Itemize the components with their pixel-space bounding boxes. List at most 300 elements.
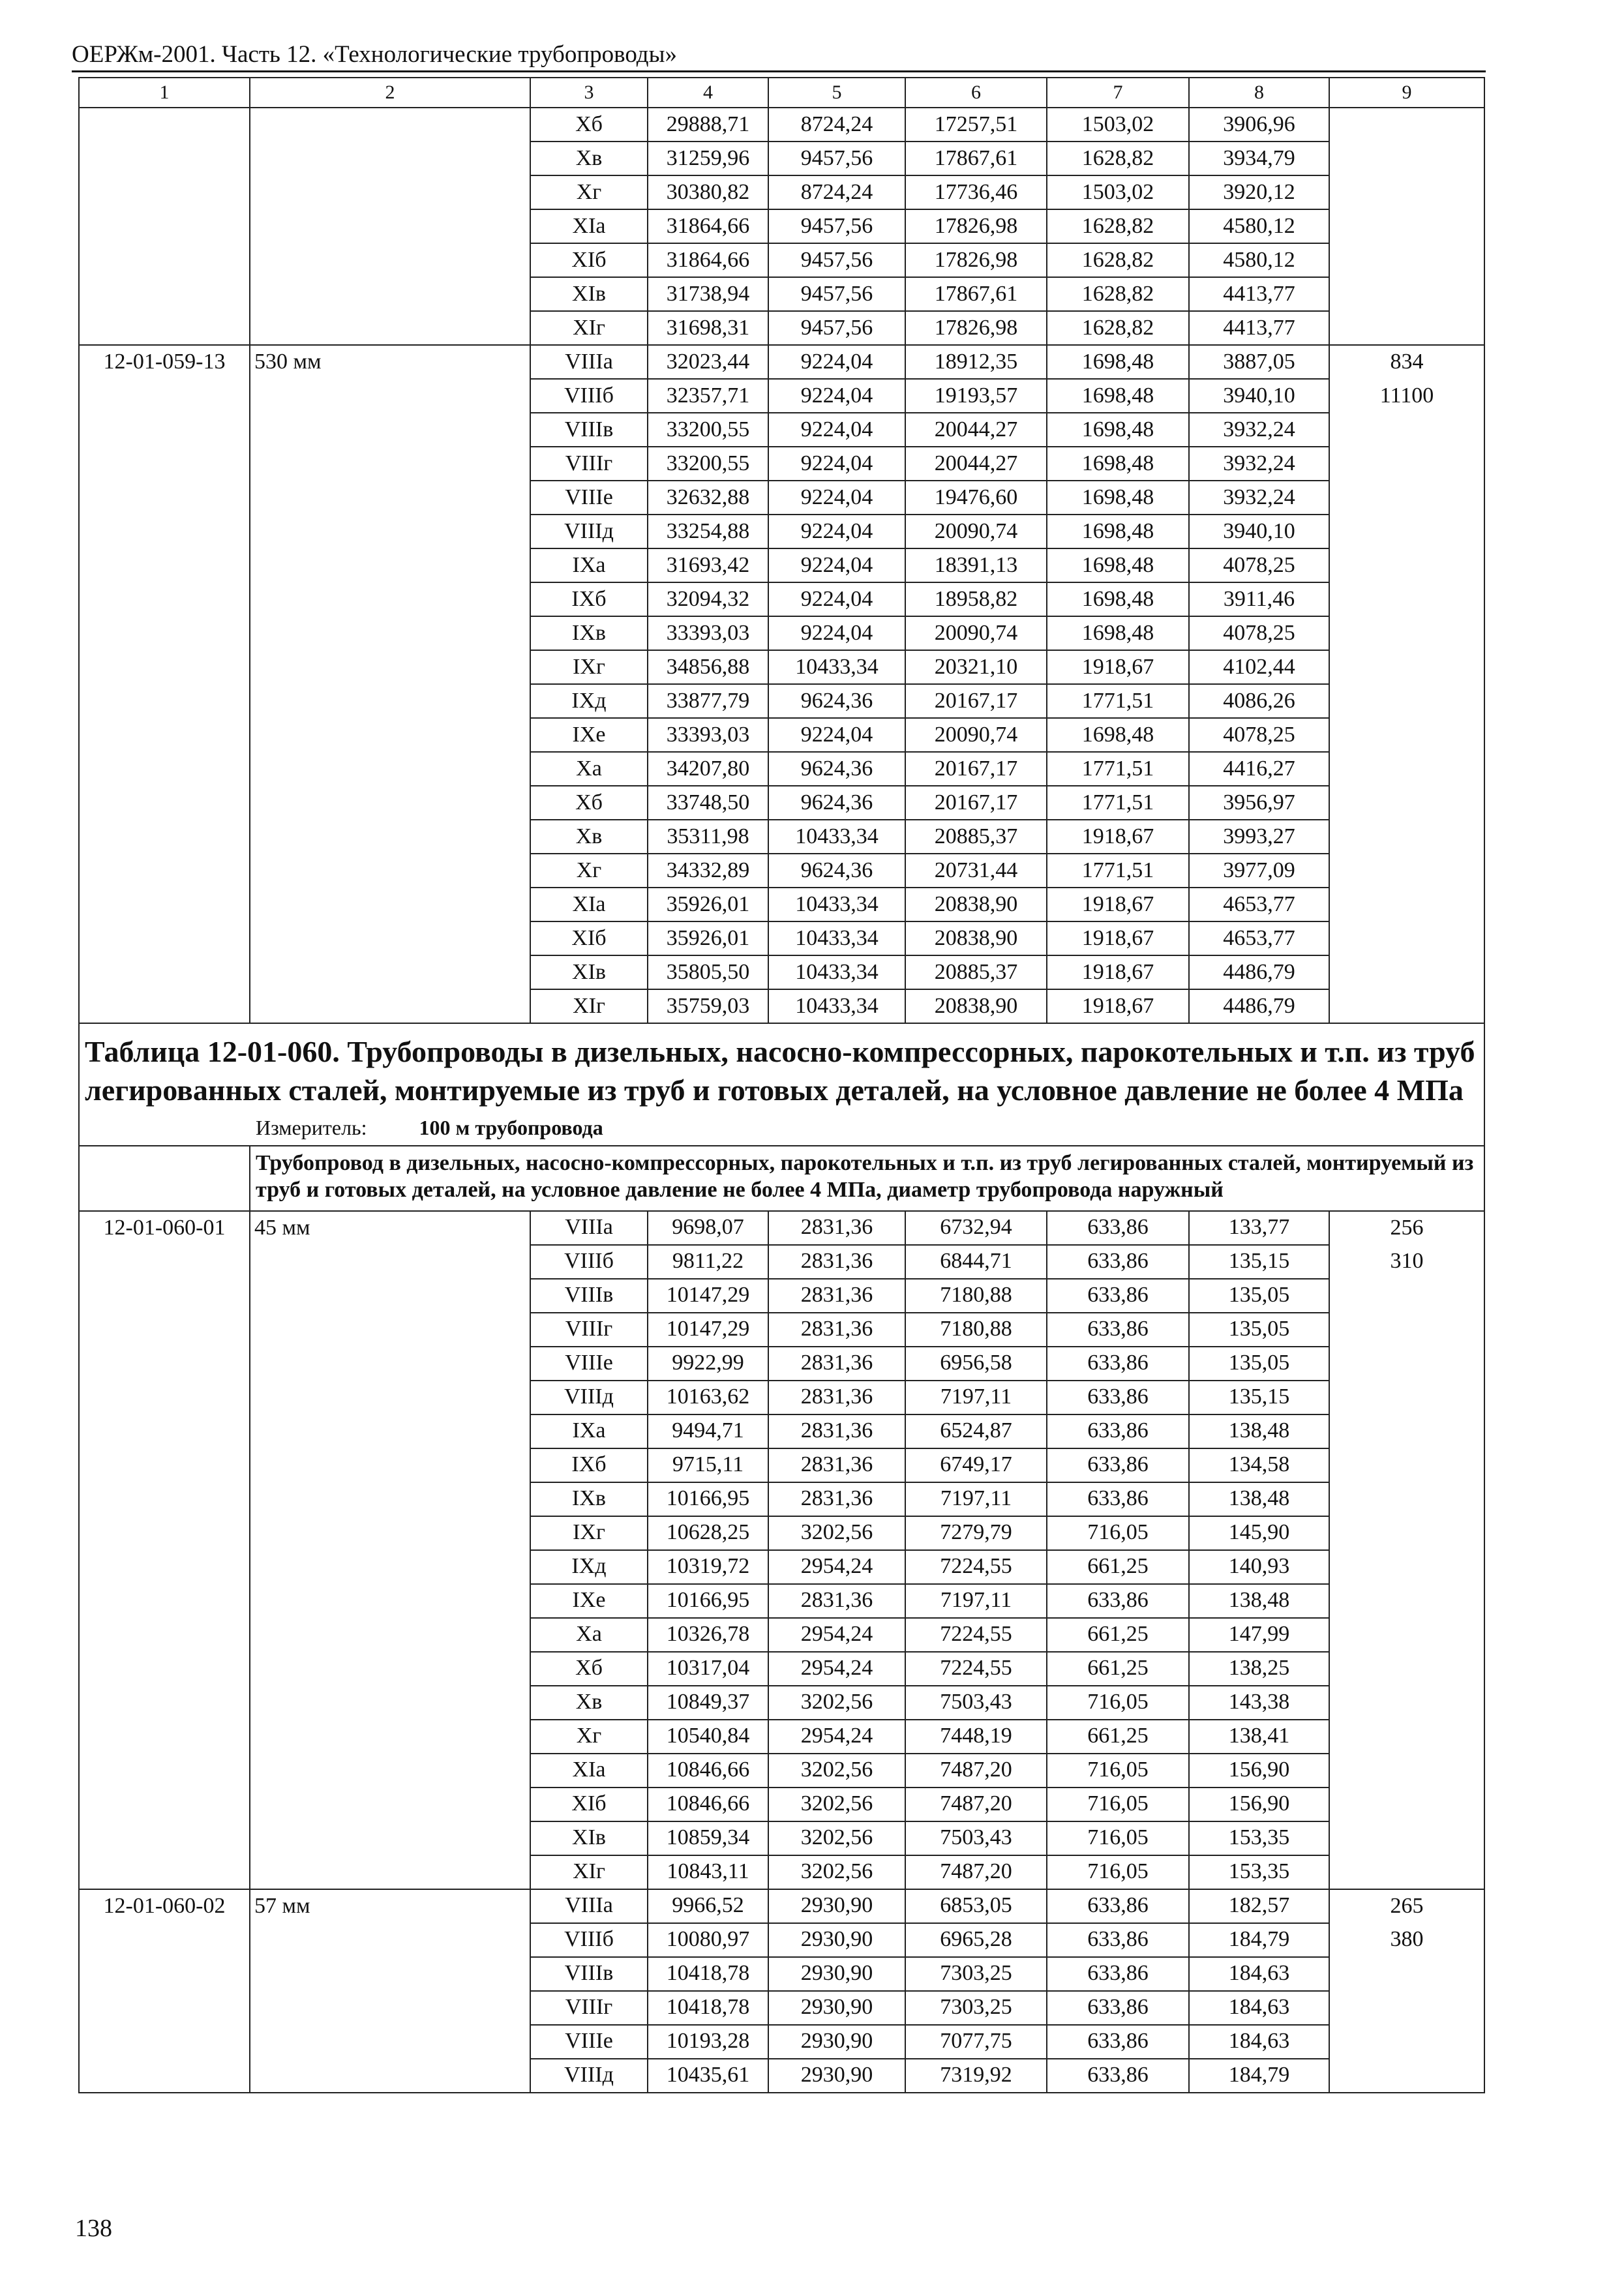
diameter-cell [250, 413, 530, 447]
meter-value: 100 м трубопровода [419, 1115, 603, 1139]
resource-value [1329, 1754, 1484, 1788]
price-value: 9494,71 [648, 1414, 768, 1448]
diameter-cell [250, 1720, 530, 1754]
code-cell [79, 1347, 250, 1381]
code-cell [79, 1448, 250, 1482]
diameter-cell [250, 616, 530, 650]
price-value: 4580,12 [1189, 209, 1329, 243]
table-row [79, 243, 1484, 277]
resource-value [1329, 888, 1484, 921]
price-value: 1628,82 [1047, 142, 1189, 175]
table-row [79, 650, 1484, 684]
code-cell [79, 1381, 250, 1414]
price-value: 31738,94 [648, 277, 768, 311]
price-value: 20885,37 [905, 955, 1047, 989]
price-value: 1771,51 [1047, 854, 1189, 888]
price-value: 4653,77 [1189, 921, 1329, 955]
price-value: 135,05 [1189, 1313, 1329, 1347]
price-value: 1698,48 [1047, 345, 1189, 379]
table-row [79, 1957, 1484, 1991]
description-row [79, 1146, 1484, 1211]
zone-code: ХIг [530, 1855, 648, 1889]
resource-value [1329, 582, 1484, 616]
zone-code: ХIб [530, 921, 648, 955]
price-value: 1918,67 [1047, 955, 1189, 989]
resource-value: 256 [1329, 1211, 1484, 1245]
resource-value [1329, 1618, 1484, 1652]
price-value: 184,63 [1189, 1957, 1329, 1991]
price-value: 7197,11 [905, 1482, 1047, 1516]
price-value: 9224,04 [768, 379, 905, 413]
code-cell [79, 108, 250, 142]
resource-value [1329, 1652, 1484, 1686]
price-value: 9457,56 [768, 311, 905, 345]
price-value: 19476,60 [905, 481, 1047, 515]
zone-code: ХIв [530, 277, 648, 311]
price-value: 9457,56 [768, 209, 905, 243]
resource-value [1329, 311, 1484, 345]
price-value: 3906,96 [1189, 108, 1329, 142]
price-value: 661,25 [1047, 1550, 1189, 1584]
price-value: 138,48 [1189, 1414, 1329, 1448]
price-value: 633,86 [1047, 1245, 1189, 1279]
price-value: 3977,09 [1189, 854, 1329, 888]
resource-value [1329, 989, 1484, 1023]
price-value: 716,05 [1047, 1821, 1189, 1855]
resource-value [1329, 2059, 1484, 2093]
zone-code: ХIа [530, 1754, 648, 1788]
code-cell [79, 515, 250, 548]
diameter-cell [250, 955, 530, 989]
table-row [79, 1923, 1484, 1957]
code-cell [79, 989, 250, 1023]
table-row [79, 1652, 1484, 1686]
column-number: 5 [768, 78, 905, 108]
table-row [79, 1584, 1484, 1618]
code-cell [79, 650, 250, 684]
price-value: 20321,10 [905, 650, 1047, 684]
rates-table [78, 77, 1485, 2093]
price-value: 2930,90 [768, 1889, 905, 1923]
zone-code: ХIг [530, 989, 648, 1023]
diameter-cell [250, 684, 530, 718]
price-value: 7224,55 [905, 1550, 1047, 1584]
table-row [79, 142, 1484, 175]
price-value: 9224,04 [768, 345, 905, 379]
price-value: 31693,42 [648, 548, 768, 582]
price-value: 184,63 [1189, 2025, 1329, 2059]
price-value: 633,86 [1047, 2025, 1189, 2059]
price-value: 138,48 [1189, 1482, 1329, 1516]
price-value: 2954,24 [768, 1618, 905, 1652]
price-value: 1698,48 [1047, 481, 1189, 515]
code-cell [79, 209, 250, 243]
zone-code: Хб [530, 786, 648, 820]
diameter-cell [250, 1788, 530, 1821]
diameter-cell [250, 1448, 530, 1482]
diameter-cell [250, 1821, 530, 1855]
price-value: 7197,11 [905, 1584, 1047, 1618]
price-value: 3932,24 [1189, 447, 1329, 481]
page-number: 138 [75, 2215, 112, 2242]
resource-value [1329, 752, 1484, 786]
price-value: 10418,78 [648, 1957, 768, 1991]
diameter-cell [250, 108, 530, 142]
price-value: 3911,46 [1189, 582, 1329, 616]
price-value: 20044,27 [905, 413, 1047, 447]
price-value: 20731,44 [905, 854, 1047, 888]
diameter-cell [250, 786, 530, 820]
price-value: 4086,26 [1189, 684, 1329, 718]
zone-code: Хб [530, 1652, 648, 1686]
price-value: 661,25 [1047, 1618, 1189, 1652]
price-value: 7503,43 [905, 1821, 1047, 1855]
price-value: 138,41 [1189, 1720, 1329, 1754]
price-value: 633,86 [1047, 1957, 1189, 1991]
table-row [79, 820, 1484, 854]
resource-value [1329, 447, 1484, 481]
price-value: 716,05 [1047, 1686, 1189, 1720]
resource-value [1329, 718, 1484, 752]
zone-code: IХд [530, 1550, 648, 1584]
table-row [79, 718, 1484, 752]
price-value: 2954,24 [768, 1550, 905, 1584]
price-value: 33200,55 [648, 413, 768, 447]
table-row [79, 548, 1484, 582]
price-value: 20167,17 [905, 752, 1047, 786]
price-value: 1628,82 [1047, 311, 1189, 345]
price-value: 10433,34 [768, 989, 905, 1023]
diameter-cell [250, 1652, 530, 1686]
resource-value [1329, 413, 1484, 447]
table-row [79, 515, 1484, 548]
price-value: 633,86 [1047, 1448, 1189, 1482]
price-value: 29888,71 [648, 108, 768, 142]
table-title-cell [79, 1023, 1484, 1146]
price-value: 9224,04 [768, 548, 905, 582]
column-number: 2 [250, 78, 530, 108]
resource-value [1329, 1550, 1484, 1584]
resource-value [1329, 1516, 1484, 1550]
price-value: 7487,20 [905, 1788, 1047, 1821]
price-value: 3920,12 [1189, 175, 1329, 209]
zone-code: VIIIа [530, 345, 648, 379]
table-row [79, 1855, 1484, 1889]
price-value: 7319,92 [905, 2059, 1047, 2093]
code-cell [79, 1279, 250, 1313]
price-value: 1771,51 [1047, 786, 1189, 820]
price-value: 17826,98 [905, 243, 1047, 277]
price-value: 35805,50 [648, 955, 768, 989]
zone-code: Хб [530, 108, 648, 142]
code-cell [79, 243, 250, 277]
price-value: 633,86 [1047, 1279, 1189, 1313]
price-value: 10147,29 [648, 1313, 768, 1347]
diameter-cell [250, 1754, 530, 1788]
price-value: 10843,11 [648, 1855, 768, 1889]
price-value: 2831,36 [768, 1279, 905, 1313]
table-row [79, 888, 1484, 921]
resource-value [1329, 1381, 1484, 1414]
table-row [79, 108, 1484, 142]
price-value: 4102,44 [1189, 650, 1329, 684]
table-row [79, 854, 1484, 888]
price-value: 633,86 [1047, 1347, 1189, 1381]
code-cell [79, 786, 250, 820]
code-cell [79, 1788, 250, 1821]
resource-value: 11100 [1329, 379, 1484, 413]
resource-value [1329, 1347, 1484, 1381]
table-row [79, 786, 1484, 820]
price-value: 633,86 [1047, 1991, 1189, 2025]
price-value: 2954,24 [768, 1720, 905, 1754]
price-value: 31698,31 [648, 311, 768, 345]
price-value: 1698,48 [1047, 582, 1189, 616]
code-cell [79, 1720, 250, 1754]
price-value: 33200,55 [648, 447, 768, 481]
resource-value [1329, 1720, 1484, 1754]
price-value: 8724,24 [768, 175, 905, 209]
price-value: 9624,36 [768, 786, 905, 820]
pipe-diameter: 45 мм [250, 1211, 530, 1245]
resource-value [1329, 786, 1484, 820]
price-value: 153,35 [1189, 1821, 1329, 1855]
price-value: 10859,34 [648, 1821, 768, 1855]
table-row [79, 345, 1484, 379]
price-value: 3202,56 [768, 1821, 905, 1855]
price-value: 6965,28 [905, 1923, 1047, 1957]
price-value: 182,57 [1189, 1889, 1329, 1923]
description-spacer [79, 1146, 250, 1211]
code-cell [79, 175, 250, 209]
price-value: 7180,88 [905, 1313, 1047, 1347]
pipe-diameter: 57 мм [250, 1889, 530, 1923]
code-cell [79, 1923, 250, 1957]
price-value: 138,48 [1189, 1584, 1329, 1618]
table-row [79, 379, 1484, 413]
price-value: 10326,78 [648, 1618, 768, 1652]
zone-code: IХд [530, 684, 648, 718]
diameter-cell [250, 1855, 530, 1889]
price-value: 17257,51 [905, 108, 1047, 142]
price-value: 633,86 [1047, 2059, 1189, 2093]
zone-code: IХб [530, 1448, 648, 1482]
zone-code: Хв [530, 1686, 648, 1720]
price-value: 3934,79 [1189, 142, 1329, 175]
price-value: 4416,27 [1189, 752, 1329, 786]
price-value: 156,90 [1189, 1754, 1329, 1788]
price-value: 10418,78 [648, 1991, 768, 2025]
price-value: 9224,04 [768, 718, 905, 752]
price-value: 10166,95 [648, 1482, 768, 1516]
price-value: 134,58 [1189, 1448, 1329, 1482]
table-row [79, 1482, 1484, 1516]
price-value: 4486,79 [1189, 989, 1329, 1023]
code-cell [79, 481, 250, 515]
diameter-cell [250, 2025, 530, 2059]
price-value: 10628,25 [648, 1516, 768, 1550]
price-value: 1628,82 [1047, 209, 1189, 243]
column-number: 4 [648, 78, 768, 108]
price-value: 35311,98 [648, 820, 768, 854]
diameter-cell [250, 921, 530, 955]
price-value: 3202,56 [768, 1754, 905, 1788]
table-row [79, 616, 1484, 650]
table-row [79, 447, 1484, 481]
code-cell [79, 277, 250, 311]
code-cell [79, 311, 250, 345]
diameter-cell [250, 854, 530, 888]
diameter-cell [250, 1618, 530, 1652]
table-row [79, 1516, 1484, 1550]
diameter-cell [250, 1923, 530, 1957]
price-value: 1918,67 [1047, 888, 1189, 921]
code-cell [79, 1991, 250, 2025]
header-rule [72, 70, 1486, 72]
price-value: 10317,04 [648, 1652, 768, 1686]
diameter-cell [250, 447, 530, 481]
price-value: 716,05 [1047, 1516, 1189, 1550]
table-row [79, 481, 1484, 515]
zone-code: ХIв [530, 955, 648, 989]
price-value: 4486,79 [1189, 955, 1329, 989]
zone-code: IХа [530, 1414, 648, 1448]
table-row [79, 311, 1484, 345]
price-value: 147,99 [1189, 1618, 1329, 1652]
zone-code: Ха [530, 1618, 648, 1652]
table-row [79, 1381, 1484, 1414]
code-cell [79, 1245, 250, 1279]
table-row [79, 752, 1484, 786]
price-value: 2930,90 [768, 1957, 905, 1991]
zone-code: VIIIг [530, 1313, 648, 1347]
price-value: 20090,74 [905, 616, 1047, 650]
diameter-cell [250, 481, 530, 515]
price-value: 9224,04 [768, 481, 905, 515]
code-cell [79, 752, 250, 786]
table-row [79, 1279, 1484, 1313]
price-value: 20167,17 [905, 786, 1047, 820]
table-row [79, 1414, 1484, 1448]
zone-code: ХIа [530, 209, 648, 243]
price-value: 7077,75 [905, 2025, 1047, 2059]
resource-value [1329, 108, 1484, 142]
price-value: 135,15 [1189, 1245, 1329, 1279]
price-value: 20838,90 [905, 888, 1047, 921]
price-value: 2831,36 [768, 1448, 905, 1482]
table-row [79, 1788, 1484, 1821]
price-value: 1698,48 [1047, 413, 1189, 447]
table-row [79, 2059, 1484, 2093]
price-value: 2954,24 [768, 1652, 905, 1686]
price-value: 6524,87 [905, 1414, 1047, 1448]
table-row [79, 175, 1484, 209]
price-value: 3202,56 [768, 1516, 905, 1550]
price-value: 9224,04 [768, 447, 905, 481]
diameter-cell [250, 1313, 530, 1347]
price-value: 4078,25 [1189, 718, 1329, 752]
resource-value [1329, 1821, 1484, 1855]
diameter-cell [250, 752, 530, 786]
resource-value: 310 [1329, 1245, 1484, 1279]
price-value: 10433,34 [768, 921, 905, 955]
code-cell [79, 2059, 250, 2093]
price-value: 7180,88 [905, 1279, 1047, 1313]
price-value: 10433,34 [768, 888, 905, 921]
resource-value [1329, 1279, 1484, 1313]
resource-value [1329, 209, 1484, 243]
price-value: 9224,04 [768, 515, 905, 548]
diameter-cell [250, 2059, 530, 2093]
price-value: 10846,66 [648, 1788, 768, 1821]
zone-code: VIIIд [530, 1381, 648, 1414]
price-value: 20167,17 [905, 684, 1047, 718]
price-value: 35759,03 [648, 989, 768, 1023]
table-row [79, 277, 1484, 311]
resource-value [1329, 243, 1484, 277]
resource-value [1329, 1957, 1484, 1991]
resource-value [1329, 548, 1484, 582]
zone-code: Хг [530, 1720, 648, 1754]
pipe-diameter: 530 мм [250, 345, 530, 379]
resource-value: 834 [1329, 345, 1484, 379]
zone-code: VIIIб [530, 379, 648, 413]
code-cell [79, 447, 250, 481]
table-row [79, 413, 1484, 447]
price-value: 140,93 [1189, 1550, 1329, 1584]
diameter-cell [250, 1279, 530, 1313]
resource-value: 380 [1329, 1923, 1484, 1957]
price-value: 661,25 [1047, 1652, 1189, 1686]
zone-code: VIIIа [530, 1889, 648, 1923]
resource-value [1329, 955, 1484, 989]
price-value: 10540,84 [648, 1720, 768, 1754]
code-cell [79, 1855, 250, 1889]
zone-code: VIIIе [530, 1347, 648, 1381]
price-value: 18912,35 [905, 345, 1047, 379]
price-value: 17826,98 [905, 311, 1047, 345]
price-value: 10319,72 [648, 1550, 768, 1584]
price-value: 1698,48 [1047, 447, 1189, 481]
price-value: 2831,36 [768, 1347, 905, 1381]
table-row [79, 2025, 1484, 2059]
zone-code: ХIб [530, 1788, 648, 1821]
price-value: 4653,77 [1189, 888, 1329, 921]
table-row [79, 1618, 1484, 1652]
price-value: 18391,13 [905, 548, 1047, 582]
price-value: 9624,36 [768, 684, 905, 718]
price-value: 1771,51 [1047, 752, 1189, 786]
resource-value [1329, 1788, 1484, 1821]
rate-code: 12-01-059-13 [79, 345, 250, 379]
price-value: 33748,50 [648, 786, 768, 820]
price-value: 17736,46 [905, 175, 1047, 209]
price-value: 1503,02 [1047, 175, 1189, 209]
rate-code: 12-01-060-02 [79, 1889, 250, 1923]
column-number: 6 [905, 78, 1047, 108]
price-value: 1918,67 [1047, 989, 1189, 1023]
column-number: 8 [1189, 78, 1329, 108]
diameter-cell [250, 888, 530, 921]
resource-value [1329, 820, 1484, 854]
diameter-cell [250, 379, 530, 413]
price-value: 10846,66 [648, 1754, 768, 1788]
price-value: 633,86 [1047, 1211, 1189, 1245]
price-value: 10163,62 [648, 1381, 768, 1414]
zone-code: IХг [530, 1516, 648, 1550]
resource-value [1329, 1686, 1484, 1720]
code-cell [79, 888, 250, 921]
